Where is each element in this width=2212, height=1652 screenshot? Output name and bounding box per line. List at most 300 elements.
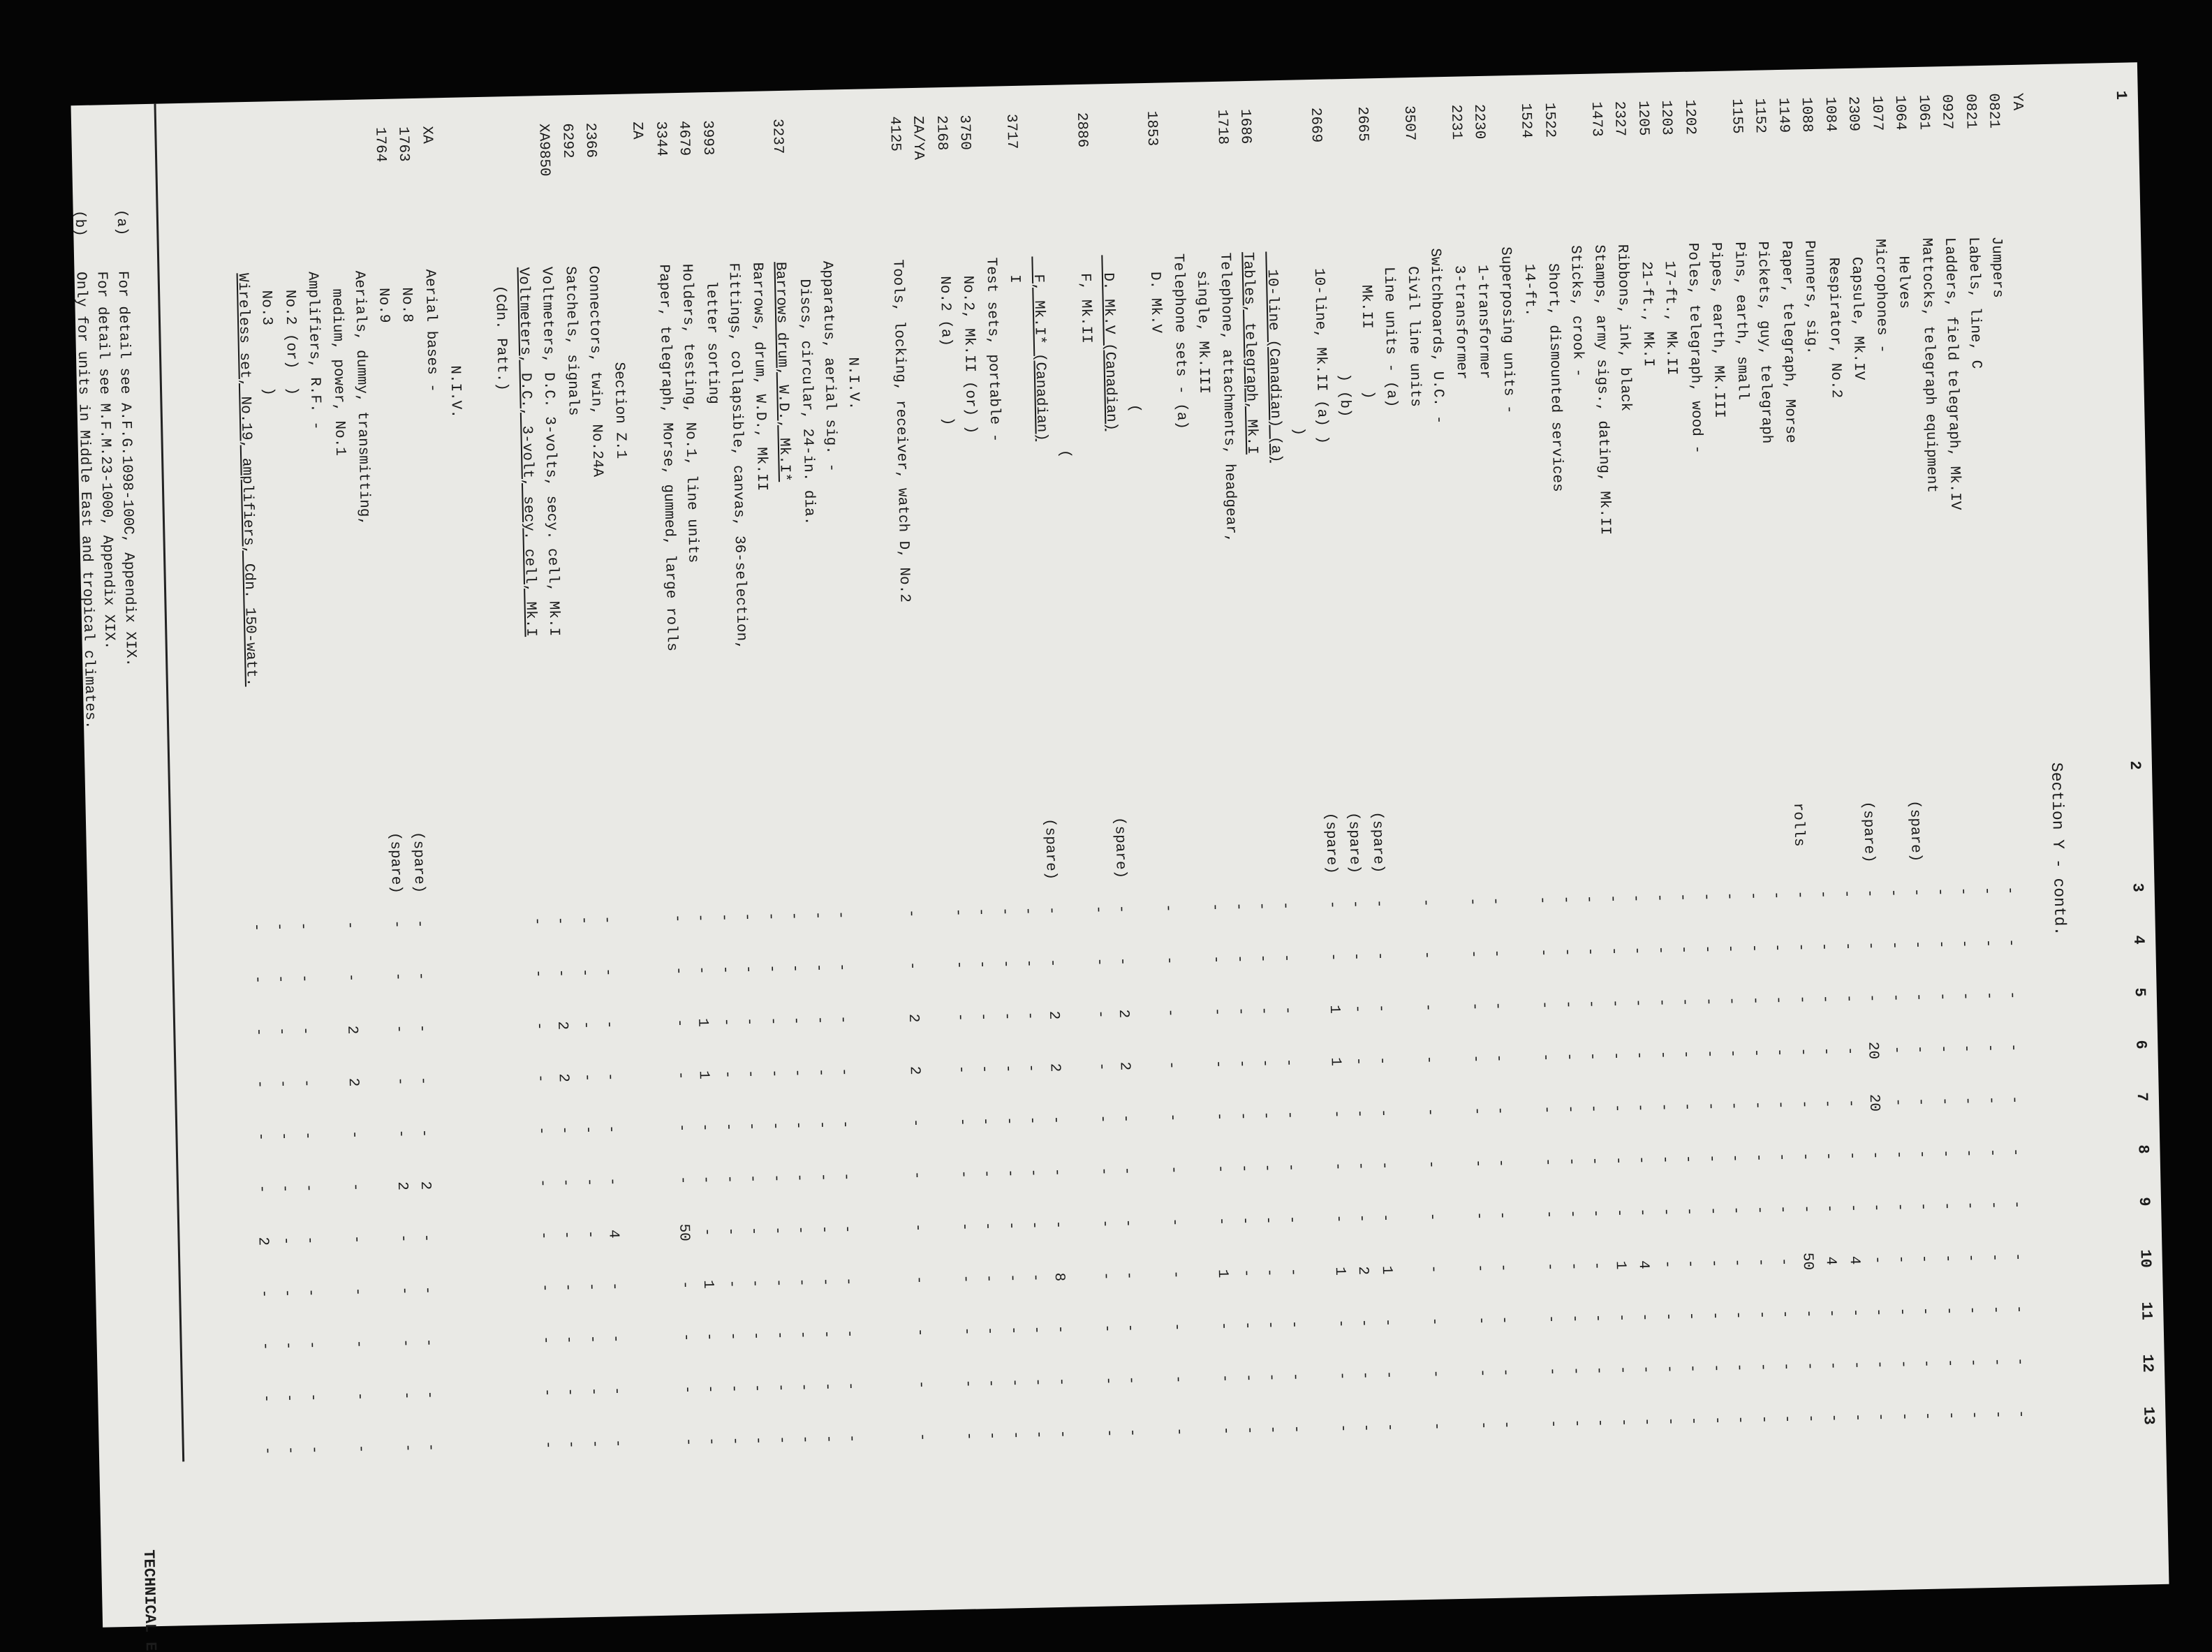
- qty-col-12: -: [1591, 1366, 1607, 1376]
- qty-col-4: -: [389, 972, 406, 982]
- qty-col-4: [1412, 941, 1413, 969]
- qty-col-3: -: [1768, 890, 1785, 900]
- item-description: Tables, telegraph, Mk.I: [1239, 251, 1260, 455]
- qty-col-12: [672, 1376, 673, 1404]
- qty-col-11: -: [1894, 1307, 1910, 1317]
- item-description: Pins, earth, small: [1731, 242, 1750, 401]
- qty-col-7: [2047, 1085, 2048, 1113]
- qty-col-8: -: [604, 1177, 621, 1186]
- qty-col-11: -: [1473, 1315, 1489, 1325]
- qty-col-10: 1: [1214, 1269, 1231, 1278]
- item-code: 1084: [1821, 96, 1838, 133]
- item-description: D. Mk.V: [1146, 253, 1165, 334]
- qty-col-4: -: [1933, 939, 1949, 949]
- qty-col-7: [667, 1114, 668, 1142]
- qty-col-8: -: [1095, 1167, 1112, 1177]
- qty-col-7: -: [1491, 1106, 1508, 1116]
- qty-col-13: [1095, 1419, 1096, 1447]
- qty-col-13: -: [1778, 1414, 1796, 1424]
- qty-col-11: -: [1963, 1306, 1980, 1315]
- col-header-8: 8: [2134, 1144, 2152, 1154]
- item-description: Telephone, attachments, headgear,: [1216, 252, 1239, 543]
- qty-col-12: -: [842, 1381, 859, 1391]
- qty-col-10: [951, 1265, 952, 1293]
- qty-col-13: -: [797, 1435, 813, 1445]
- qty-col-5: -: [297, 1026, 314, 1036]
- qty-col-11: -: [771, 1330, 788, 1340]
- qty-col-6: -: [1280, 1058, 1297, 1068]
- qty-col-9: -: [1564, 1209, 1581, 1219]
- qty-col-8: -: [346, 1182, 364, 1192]
- qty-col-4: -: [1769, 943, 1785, 952]
- qty-col-13: -: [422, 1443, 439, 1452]
- qty-col-4: [500, 961, 501, 989]
- item-description: Respirator, No.2: [1824, 239, 1844, 399]
- qty-col-9: -: [582, 1230, 598, 1239]
- item-code: 3237: [769, 118, 786, 154]
- qty-col-9: -: [1821, 1204, 1838, 1214]
- table-row: [462, 97, 482, 98]
- qty-col-13: -: [1031, 1430, 1047, 1440]
- qty-col-5: 1: [694, 1018, 711, 1028]
- qty-col-13: -: [820, 1434, 836, 1444]
- item-description: Pickets, guy, telegraph: [1754, 241, 1775, 444]
- qty-col-11: -: [1823, 1308, 1840, 1318]
- item-code: 3717: [1003, 113, 1020, 149]
- qty-col-12: [906, 1371, 907, 1399]
- qty-col-7: -: [1702, 1101, 1719, 1111]
- qty-col-3: [335, 912, 336, 940]
- qty-col-4: -: [670, 966, 686, 975]
- item-code: [1441, 105, 1443, 189]
- qty-col-4: -: [2003, 938, 2019, 947]
- qty-col-3: [2042, 876, 2043, 904]
- item-code: 2231: [1447, 104, 1464, 140]
- qty-col-10: -: [746, 1278, 763, 1288]
- qty-col-8: [668, 1167, 669, 1195]
- qty-col-12: -: [1216, 1373, 1233, 1383]
- qty-col-7: [1158, 1104, 1159, 1132]
- qty-col-6: -: [1420, 1055, 1437, 1065]
- qty-col-4: -: [1348, 952, 1365, 961]
- item-code: 0821: [1961, 94, 1979, 129]
- qty-col-7: [526, 1117, 527, 1145]
- qty-col-9: -: [1751, 1205, 1768, 1215]
- item-description: Test sets, portable -: [982, 257, 1003, 443]
- qty-col-10: -: [1424, 1264, 1441, 1274]
- qty-col-12: [1093, 1367, 1094, 1395]
- qty-col-13: -: [1124, 1428, 1141, 1438]
- qty-col-8: [1463, 1150, 1464, 1178]
- qty-col-3: -: [341, 920, 358, 930]
- item-note: (spare): [1111, 816, 1129, 879]
- qty-col-13: -: [1802, 1413, 1819, 1424]
- qty-col-7: -: [1468, 1106, 1485, 1116]
- qty-col-12: -: [1357, 1371, 1373, 1380]
- qty-col-4: -: [950, 960, 967, 970]
- qty-col-5: [1203, 998, 1204, 1026]
- qty-col-10: [1091, 1262, 1092, 1290]
- item-description: Voltmeters, D.C. 3-volts, secy. cell, Mk.I: [538, 266, 563, 637]
- qty-col-5: -: [1840, 994, 1857, 1003]
- item-code: [810, 118, 812, 202]
- qty-col-6: -: [251, 1079, 268, 1089]
- item-description: Sticks, crook -: [1567, 244, 1586, 378]
- qty-col-4: -: [600, 967, 617, 977]
- qty-col-3: -: [271, 922, 288, 931]
- qty-col-11: -: [981, 1326, 998, 1336]
- qty-col-12: -: [1426, 1369, 1444, 1379]
- qty-col-7: -: [977, 1116, 994, 1126]
- qty-col-8: -: [1212, 1164, 1229, 1174]
- bottom-rule: [154, 104, 184, 1462]
- qty-col-7: 20: [1866, 1093, 1882, 1112]
- qty-col-6: -: [1982, 1043, 1998, 1053]
- qty-col-7: -: [813, 1120, 830, 1130]
- qty-col-5: -: [951, 1012, 968, 1022]
- qty-col-3: -: [1931, 887, 1948, 897]
- qty-col-10: -: [1588, 1261, 1605, 1271]
- qty-col-8: -: [814, 1172, 832, 1182]
- qty-col-11: -: [1098, 1323, 1115, 1334]
- qty-col-8: -: [978, 1169, 995, 1179]
- qty-col-12: -: [258, 1394, 274, 1403]
- qty-col-12: [1327, 1362, 1328, 1390]
- qty-col-4: -: [1628, 945, 1645, 956]
- qty-col-3: -: [1815, 890, 1831, 899]
- qty-col-10: [1325, 1258, 1326, 1285]
- qty-col-9: -: [1119, 1218, 1136, 1228]
- qty-col-13: -: [984, 1431, 1001, 1440]
- qty-col-8: -: [1235, 1163, 1252, 1173]
- item-code: 3993: [699, 119, 716, 156]
- qty-col-12: -: [1333, 1371, 1350, 1381]
- item-code: [763, 119, 765, 202]
- qty-col-11: -: [1168, 1322, 1186, 1332]
- item-code: [482, 125, 485, 209]
- qty-col-13: -: [1919, 1411, 1936, 1421]
- qty-col-3: -: [1861, 888, 1878, 899]
- qty-col-7: -: [1912, 1097, 1929, 1107]
- qty-col-11: -: [537, 1335, 554, 1345]
- table-row: [1375, 78, 1400, 408]
- qty-col-10: -: [1916, 1254, 1933, 1264]
- qty-col-6: -: [1935, 1044, 1952, 1054]
- item-code: [834, 117, 836, 201]
- qty-col-3: -: [575, 915, 592, 925]
- qty-col-13: -: [282, 1445, 299, 1455]
- qty-col-10: -: [582, 1282, 600, 1292]
- qty-col-6: [1157, 1052, 1158, 1079]
- qty-col-9: -: [277, 1236, 295, 1246]
- qty-col-4: [1529, 939, 1530, 967]
- qty-col-11: -: [1940, 1306, 1957, 1315]
- qty-col-8: -: [1001, 1168, 1018, 1178]
- qty-col-12: -: [538, 1387, 555, 1397]
- item-description: N.I.V.: [445, 268, 464, 419]
- item-code: 2168: [933, 115, 950, 151]
- qty-col-8: -: [1025, 1168, 1042, 1178]
- qty-col-13: -: [1170, 1426, 1188, 1436]
- qty-col-7: -: [1655, 1102, 1672, 1112]
- qty-col-12: -: [1380, 1370, 1397, 1380]
- qty-col-3: [1153, 894, 1154, 922]
- qty-col-12: -: [1005, 1378, 1023, 1387]
- qty-col-8: -: [557, 1178, 574, 1188]
- qty-col-9: -: [745, 1226, 762, 1236]
- item-code: [1278, 108, 1280, 192]
- qty-col-10: -: [256, 1289, 272, 1299]
- qty-col-3: -: [1628, 893, 1644, 904]
- qty-col-12: -: [1707, 1363, 1725, 1373]
- qty-col-3: [873, 900, 874, 928]
- qty-col-4: [1085, 948, 1086, 976]
- qty-col-11: -: [350, 1339, 367, 1349]
- qty-col-10: -: [769, 1278, 787, 1288]
- qty-col-9: -: [1330, 1214, 1347, 1224]
- qty-col-7: -: [1679, 1102, 1695, 1112]
- qty-col-9: 50: [675, 1223, 692, 1242]
- qty-col-13: -: [1544, 1419, 1562, 1429]
- qty-col-13: -: [913, 1432, 930, 1442]
- qty-col-5: -: [1489, 1001, 1506, 1011]
- qty-col-9: -: [1587, 1209, 1604, 1218]
- qty-col-12: -: [1544, 1366, 1561, 1376]
- qty-col-9: -: [1049, 1220, 1066, 1230]
- qty-col-7: -: [1024, 1116, 1040, 1126]
- qty-col-7: -: [1795, 1100, 1813, 1109]
- qty-col-5: -: [1372, 1003, 1389, 1013]
- qty-col-11: -: [1121, 1323, 1139, 1333]
- qty-col-7: -: [743, 1121, 760, 1131]
- qty-col-12: -: [1567, 1366, 1584, 1376]
- col-header-1: 1: [2111, 90, 2130, 101]
- qty-col-10: -: [1237, 1268, 1255, 1278]
- qty-col-7: -: [1047, 1115, 1064, 1125]
- table-row: [1047, 84, 1073, 459]
- item-description: Barrows, drum, W.D., Mk.II: [749, 262, 770, 492]
- item-description: Tools, locking, receiver, watch D, No.2: [889, 259, 913, 603]
- item-description: Helves: [1894, 238, 1912, 309]
- qty-col-7: -: [790, 1121, 806, 1130]
- qty-col-11: -: [1660, 1312, 1676, 1322]
- qty-col-11: -: [841, 1329, 858, 1338]
- numeric-col-headers: [2128, 62, 2169, 1584]
- item-code: ZA: [628, 121, 646, 140]
- qty-col-10: [507, 1275, 508, 1303]
- qty-col-11: -: [1566, 1313, 1583, 1324]
- item-code: [319, 128, 321, 212]
- qty-col-13: -: [1662, 1417, 1679, 1426]
- qty-col-13: -: [1475, 1420, 1491, 1430]
- qty-col-8: -: [744, 1174, 761, 1183]
- qty-col-5: -: [600, 1019, 617, 1029]
- item-description: Labels, line, C: [1965, 236, 1984, 369]
- item-code: 2665: [1353, 106, 1371, 142]
- qty-col-7: -: [1936, 1096, 1953, 1106]
- qty-col-3: -: [1253, 901, 1270, 911]
- item-note: rolls: [1789, 802, 1807, 847]
- qty-col-5: 1: [1325, 1005, 1343, 1015]
- qty-col-11: -: [1589, 1313, 1606, 1323]
- qty-col-8: -: [1820, 1151, 1837, 1161]
- qty-col-5: -: [1091, 1010, 1109, 1019]
- qty-col-5: -: [1278, 1005, 1296, 1015]
- qty-col-10: -: [1986, 1253, 2003, 1262]
- qty-col-6: -: [836, 1067, 853, 1077]
- qty-col-8: -: [954, 1170, 971, 1179]
- qty-col-8: [645, 1167, 646, 1195]
- qty-col-9: -: [956, 1222, 973, 1232]
- qty-col-11: -: [1215, 1321, 1232, 1331]
- qty-col-13: -: [1217, 1426, 1234, 1436]
- qty-col-8: -: [533, 1178, 551, 1188]
- qty-col-3: -: [1557, 895, 1574, 905]
- item-description: 10-line (Canadian) (a): [1263, 251, 1284, 463]
- qty-col-10: -: [1261, 1268, 1278, 1278]
- qty-col-12: -: [1123, 1376, 1140, 1385]
- qty-col-10: -: [1963, 1253, 1979, 1263]
- item-description: Connectors, twin, No.24A: [584, 265, 606, 478]
- qty-col-9: 2: [254, 1237, 271, 1246]
- item-code: [1394, 106, 1396, 190]
- qty-col-3: -: [1604, 894, 1621, 904]
- document-page: [71, 62, 2169, 1651]
- qty-col-13: -: [1849, 1413, 1866, 1422]
- qty-col-3: -: [1230, 901, 1247, 912]
- qty-col-3: -: [786, 911, 802, 921]
- qty-col-4: -: [1652, 945, 1669, 955]
- qty-col-6: 2: [344, 1077, 362, 1087]
- qty-col-12: -: [1099, 1376, 1116, 1386]
- qty-col-13: [393, 1434, 394, 1462]
- qty-col-8: [1533, 1149, 1534, 1177]
- item-code: 2309: [1845, 96, 1862, 132]
- item-code: [342, 128, 344, 212]
- qty-col-7: -: [1234, 1111, 1251, 1121]
- qty-col-3: -: [1347, 899, 1364, 909]
- qty-col-11: -: [794, 1330, 811, 1340]
- table-row: [1117, 83, 1143, 413]
- qty-col-8: -: [1890, 1150, 1907, 1160]
- qty-col-7: -: [1211, 1112, 1227, 1121]
- qty-col-8: [2048, 1137, 2049, 1165]
- qty-col-12: -: [1848, 1360, 1864, 1370]
- item-code: [1137, 111, 1140, 195]
- item-description: (: [1052, 256, 1073, 459]
- qty-col-11: -: [1426, 1317, 1443, 1327]
- qty-col-5: 2: [1115, 1009, 1132, 1019]
- qty-col-4: -: [1207, 954, 1225, 964]
- table-row: [1258, 80, 1304, 1434]
- qty-col-4: -: [739, 964, 757, 974]
- qty-col-11: -: [420, 1338, 437, 1348]
- qty-col-3: [522, 908, 523, 936]
- qty-col-10: -: [1869, 1255, 1886, 1264]
- qty-col-4: -: [786, 964, 804, 973]
- qty-col-4: -: [1371, 951, 1388, 961]
- item-note: (spare): [409, 831, 427, 894]
- qty-col-8: -: [721, 1174, 738, 1184]
- item-description: Short, dismounted services: [1544, 245, 1565, 492]
- col-header-6: 6: [2132, 1040, 2150, 1049]
- item-code: 4679: [675, 120, 693, 156]
- qty-col-4: -: [1160, 956, 1178, 966]
- qty-col-13: -: [539, 1440, 556, 1450]
- item-code: 2230: [1470, 103, 1488, 140]
- qty-col-13: -: [726, 1436, 743, 1446]
- item-description: Aerial bases -: [421, 269, 441, 393]
- item-description: Mk.II ): [1357, 249, 1376, 399]
- item-code: [623, 122, 625, 206]
- qty-col-6: -: [1373, 1056, 1390, 1065]
- qty-col-8: -: [1750, 1153, 1767, 1163]
- qty-col-12: -: [1029, 1378, 1046, 1387]
- qty-col-8: [458, 1171, 459, 1199]
- qty-col-8: [481, 1170, 482, 1198]
- qty-col-11: [648, 1324, 649, 1352]
- qty-col-6: -: [1771, 1047, 1788, 1057]
- qty-col-9: -: [395, 1234, 411, 1244]
- qty-col-3: -: [1885, 888, 1901, 898]
- item-code: [1207, 110, 1209, 193]
- col-header-7: 7: [2132, 1092, 2151, 1102]
- qty-col-11: -: [818, 1329, 834, 1339]
- qty-col-12: -: [1731, 1363, 1748, 1373]
- qty-col-5: -: [1676, 997, 1693, 1007]
- item-code: XA9850: [535, 123, 553, 177]
- item-description: (: [1123, 254, 1143, 413]
- item-description: No.2 (a) ): [936, 258, 956, 426]
- qty-col-6: [642, 1062, 643, 1090]
- qty-col-3: -: [1370, 899, 1387, 908]
- qty-col-13: -: [305, 1445, 323, 1454]
- item-description: No.8: [398, 269, 415, 323]
- qty-col-9: -: [816, 1225, 832, 1234]
- qty-col-11: [1209, 1312, 1210, 1340]
- qty-col-11: -: [1987, 1305, 2004, 1315]
- qty-col-11: -: [1239, 1320, 1255, 1330]
- qty-col-7: -: [673, 1123, 690, 1133]
- qty-col-7: -: [1585, 1104, 1602, 1114]
- item-code: [459, 126, 462, 209]
- qty-col-9: -: [1353, 1214, 1370, 1223]
- qty-col-5: -: [1162, 1008, 1179, 1018]
- table-row: [1422, 77, 1447, 425]
- qty-col-11: -: [303, 1340, 320, 1350]
- qty-col-5: [1413, 994, 1414, 1022]
- qty-col-11: -: [958, 1327, 975, 1336]
- qty-col-8: 2: [393, 1181, 411, 1191]
- qty-col-5: -: [1466, 1001, 1483, 1011]
- qty-col-6: -: [578, 1072, 595, 1082]
- qty-col-5: [1156, 999, 1157, 1027]
- item-description: Civil line units: [1403, 248, 1423, 408]
- qty-col-8: -: [838, 1172, 855, 1181]
- col-header-2: 2: [2125, 760, 2144, 770]
- qty-col-6: -: [1888, 1045, 1905, 1055]
- item-code: 6292: [559, 123, 576, 159]
- table-row: [1491, 75, 1517, 414]
- item-description: Ribbons, ink, black: [1614, 244, 1634, 412]
- qty-col-5: -: [1583, 999, 1600, 1009]
- item-description: Punners, sig.: [1801, 239, 1820, 355]
- qty-col-12: -: [561, 1387, 578, 1397]
- qty-col-9: [389, 1225, 390, 1253]
- qty-col-12: -: [304, 1392, 321, 1402]
- item-description: F, Mk.I* (Canadian): [1029, 256, 1049, 442]
- qty-col-12: -: [351, 1392, 368, 1401]
